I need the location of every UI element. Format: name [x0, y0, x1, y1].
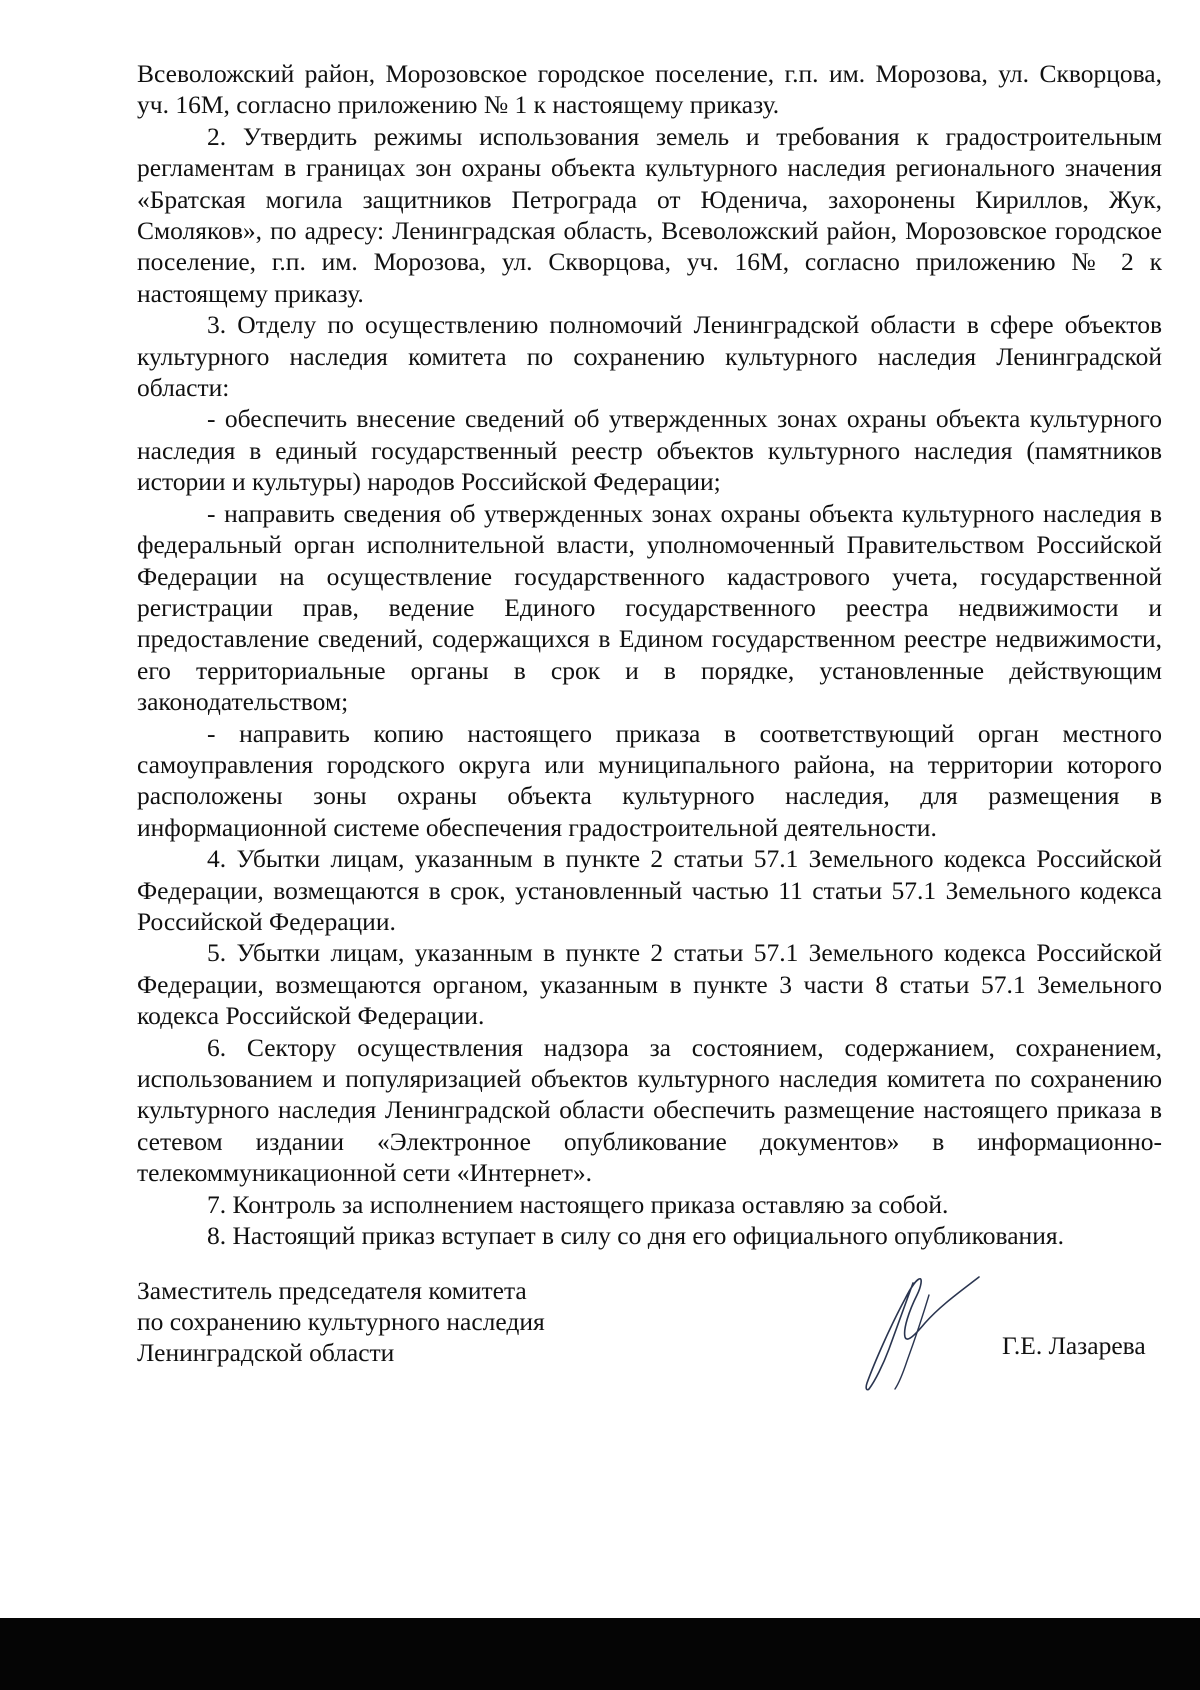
paragraph-item-2: 2. Утвердить режимы использования земель и требования к градостроительным регламентам в границах зон охраны объекта культурного наследия регионального значения «Братская могила защитников Петрограда от Юденича, захоронены Кириллов, Жук, Смоляков», по адресу: Ленинградская область, Всеволожский район, Морозовское городское поселение, г.п. им. Морозова, ул. Скворцова, уч. 16М, согласно приложению № 2 к настоящему приказу.: [137, 121, 1162, 308]
paragraph-item-3-bullet-3: - направить копию настоящего приказа в соответствующий орган местного самоуправления городского округа или муниципального района, на территории которого расположены зоны охраны объекта культурного наследия, для размещения в информационной системе обеспечения градостроительной деятельности.: [137, 718, 1162, 842]
signatory-position-line-3: Ленинградской области: [137, 1338, 395, 1367]
paragraph-item-7: 7. Контроль за исполнением настоящего приказа оставляю за собой.: [207, 1189, 949, 1219]
paragraph-item-3-bullet-1: - обеспечить внесение сведений об утвержденных зонах охраны объекта культурного наследия в единый государственный реестр объектов культурного наследия (памятников истории и культуры) народов Российской Федерации;: [137, 404, 1162, 497]
paragraph-item-5: 5. Убытки лицам, указанным в пункте 2 статьи 57.1 Земельного кодекса Российской Федерации, возмещаются органом, указанным в пункте 3 части 8 статьи 57.1 Земельного кодекса Российской Федерации.: [137, 938, 1162, 1031]
signatory-name: Г.Е. Лазарева: [1002, 1331, 1146, 1360]
signatory-position-line-1: Заместитель председателя комитета: [137, 1276, 527, 1305]
handwritten-signature: [845, 1265, 985, 1395]
signatory-position-line-2: по сохранению культурного наследия: [137, 1307, 545, 1336]
paragraph-item-4: 4. Убытки лицам, указанным в пункте 2 статьи 57.1 Земельного кодекса Российской Федерации, возмещаются в срок, установленный частью 11 статьи 57.1 Земельного кодекса Российской Федерации.: [137, 844, 1162, 936]
signatory-position: [137, 1275, 545, 1368]
paragraph-item-3-bullet-2: - направить сведения об утвержденных зонах охраны объекта культурного наследия в федеральный орган исполнительной власти, уполномоченный Правительством Российской Федерации на осуществление государственного кадастрового учета, государственной регистрации прав, ведение Единого государственного реестра недвижимости и предоставление сведений, содержащихся в Едином государственном реестре недвижимости, его территориальные органы в срок и в порядке, установленные действующим законодательством;: [137, 498, 1162, 717]
document-body: [137, 58, 1162, 1251]
paragraph-item-8: 8. Настоящий приказ вступает в силу со дня его официального опубликования.: [207, 1221, 1064, 1251]
paragraph-item-3: 3. Отделу по осуществлению полномочий Ленинградской области в сфере объектов культурного наследия комитета по сохранению культурного наследия Ленинградской области:: [137, 310, 1162, 403]
paragraph-item-6: 6. Сектору осуществления надзора за состоянием, содержанием, сохранением, использованием и популяризацией объектов культурного наследия комитета по сохранению культурного наследия Ленинградской области обеспечить размещение настоящего приказа в сетевом издании «Электронное опубликование документов» в информационно-телекоммуникационной сети «Интернет».: [137, 1032, 1162, 1188]
scan-edge-bar: [0, 1618, 1200, 1690]
paragraph-address-continuation: Всеволожский район, Морозовское городское поселение, г.п. им. Морозова, ул. Скворцова, уч. 16М, согласно приложению № 1 к настоящему приказу.: [137, 59, 1162, 120]
